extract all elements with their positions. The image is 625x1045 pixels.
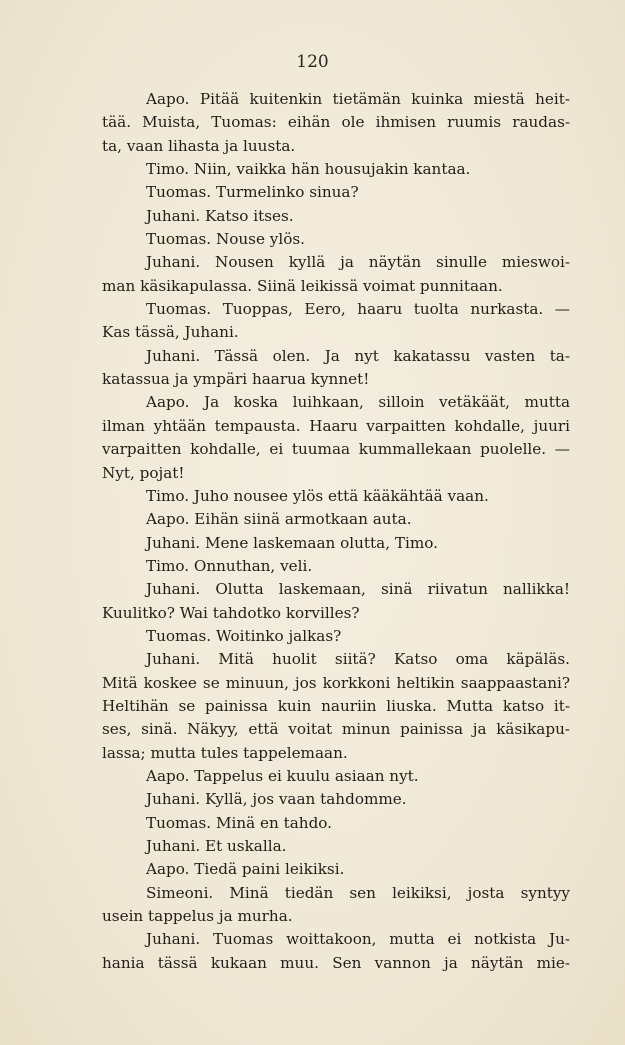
text-line: Aapo. Pitää kuitenkin tietämän kuinka miestä heit-	[146, 90, 570, 108]
text-line: Heltihän se painissa kuin nauriin liuska. Mutta katso it-	[102, 696, 570, 715]
text-line: man käsikapulassa. Siinä leikissä voimat punnitaan.	[102, 276, 503, 295]
text-line: varpaitten kohdalle, ei tuumaa kummallekaan puolelle. —	[102, 440, 570, 459]
text-line: Tuomas. Minä en tahdo.	[146, 813, 332, 832]
text-line: ilman yhtään tempausta. Haaru varpaitten kohdalle, juuri	[102, 416, 570, 435]
text-line: Juhani. Mene laskemaan olutta, Timo.	[146, 533, 438, 552]
text-line: lassa; mutta tules tappelemaan.	[102, 743, 348, 762]
text-line: ta, vaan lihasta ja luusta.	[102, 136, 296, 155]
text-line: Nyt, pojat!	[102, 463, 185, 482]
text-line: Juhani. Tässä olen. Ja nyt kakatassu vasten ta-	[146, 346, 570, 365]
text-line: Tuomas. Turmelinko sinua?	[146, 183, 359, 202]
text-line: Timo. Onnuthan, veli.	[146, 556, 313, 575]
text-line: ses, sinä. Näkyy, että voitat minun painissa ja käsikapu-	[102, 720, 570, 739]
text-line: Kuulitko? Wai tahdotko korvilles?	[102, 603, 360, 622]
text-line: Juhani. Katso itses.	[146, 206, 294, 225]
text-line: Juhani. Tuomas woittakoon, mutta ei notkista Ju-	[146, 930, 570, 949]
text-line: Simeoni. Minä tiedän sen leikiksi, josta syntyy	[146, 883, 570, 902]
text-line: usein tappelus ja murha.	[102, 907, 293, 926]
text-line: Aapo. Tiedä paini leikiksi.	[146, 860, 345, 879]
text-line: Timo. Niin, vaikka hän housujakin kantaa.	[146, 160, 471, 179]
text-line: Juhani. Kyllä, jos vaan tahdomme.	[146, 790, 407, 809]
text-line: Juhani. Nousen kyllä ja näytän sinulle mieswoi-	[146, 253, 570, 272]
text-line: Aapo. Ja koska luihkaan, silloin vetäkäät, mutta	[146, 393, 570, 412]
text-line: Kas tässä, Juhani.	[102, 323, 239, 342]
text-line: Timo. Juho nousee ylös että kääkähtää vaan.	[146, 486, 489, 505]
text-line: Aapo. Tappelus ei kuulu asiaan nyt.	[146, 766, 419, 785]
text-line: Tuomas. Woitinko jalkas?	[146, 626, 342, 645]
text-line: Tuomas. Nouse ylös.	[146, 230, 305, 249]
text-line: hania tässä kukaan muu. Sen vannon ja näytän mie-	[102, 953, 570, 972]
text-line: Tuomas. Tuoppas, Eero, haaru tuolta nurkasta. —	[146, 300, 570, 319]
text-line: tää. Muista, Tuomas: eihän ole ihmisen ruumis raudas-	[102, 113, 570, 132]
text-line: Juhani. Et uskalla.	[146, 837, 287, 855]
text-line: Mitä koskee se minuun, jos korkkoni heltikin saappaastani?	[102, 673, 570, 692]
text-line: Juhani. Olutta laskemaan, sinä riivatun nallikka!	[146, 580, 570, 599]
text-line: katassua ja ympäri haarua kynnet!	[102, 370, 370, 389]
page-number: 120	[296, 52, 329, 72]
text-line: Aapo. Eihän siinä armotkaan auta.	[146, 510, 412, 529]
text-body	[102, 88, 570, 975]
text-line: Juhani. Mitä huolit siitä? Katso oma käpäläs.	[146, 650, 570, 669]
